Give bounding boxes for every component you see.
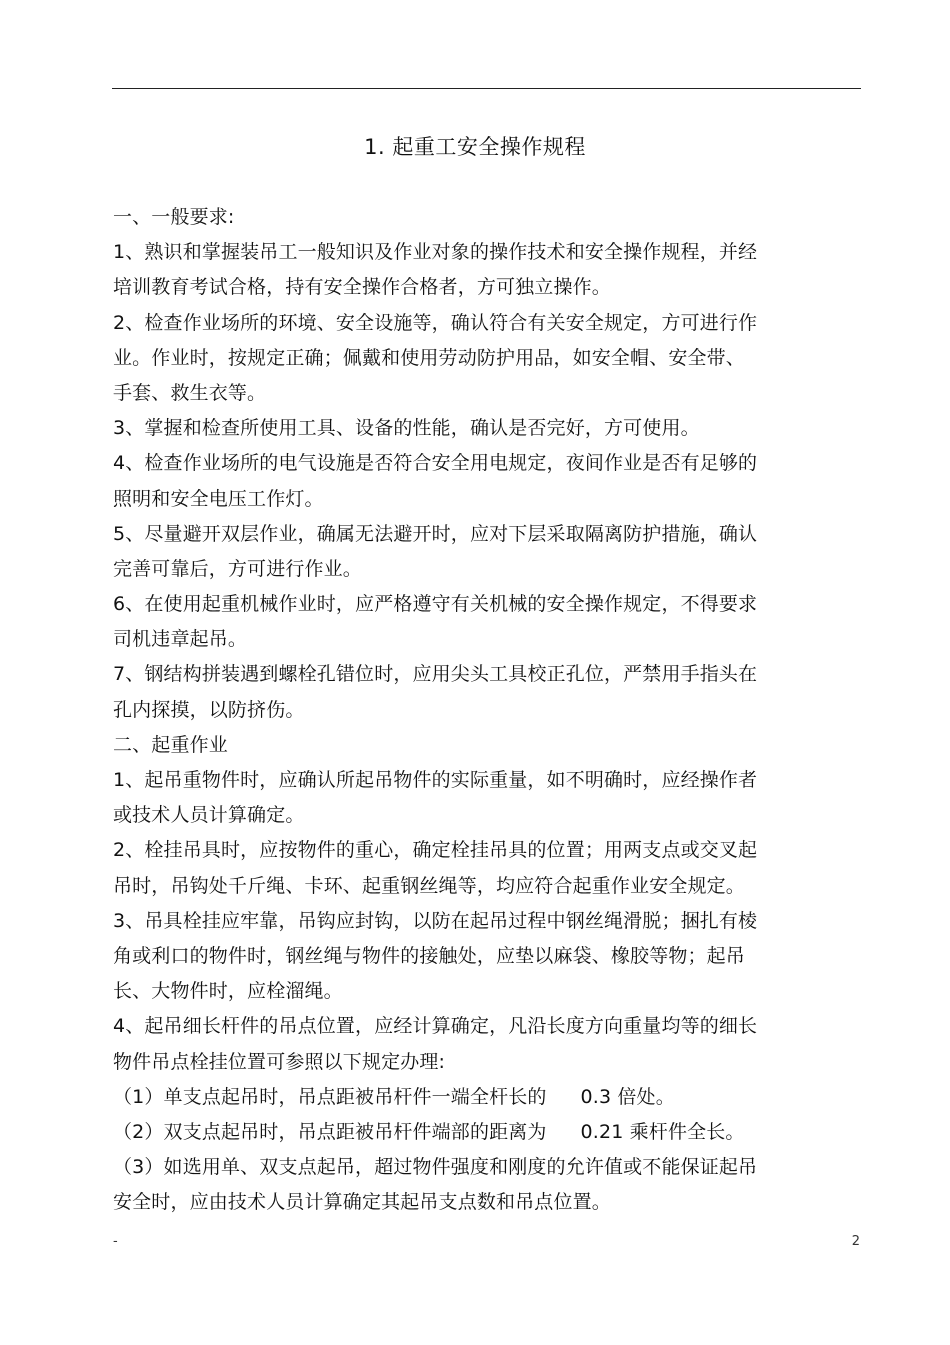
section-heading-lifting: 二、起重作业 <box>113 733 228 756</box>
paragraph-line: 1、起吊重物件时，应确认所起吊物件的实际重量，如不明确时，应经操作者 <box>113 769 758 791</box>
paragraph-line: 2、栓挂吊具时，应按物件的重心，确定栓挂吊具的位置；用两支点或交叉起 <box>113 839 758 862</box>
paragraph-line: 4、检查作业场所的电气设施是否符合安全用电规定，夜间作业是否有足够的 <box>113 452 758 475</box>
document-body <box>113 200 823 1220</box>
paragraph-line: 长、大物件时，应栓溜绳。 <box>113 980 343 1003</box>
paragraph-line: 业。作业时，按规定正确；佩戴和使用劳动防护用品，如安全帽、安全带、 <box>113 346 745 369</box>
paragraph-line: 安全时，应由技术人员计算确定其起吊支点数和吊点位置。 <box>113 1191 611 1214</box>
footer-dash: - <box>113 1234 118 1249</box>
list-item-text: （2）双支点起吊时，吊点距被吊杆件端部的距离为 <box>113 1120 547 1143</box>
list-item-value: 0.3 倍处。 <box>580 1085 675 1108</box>
paragraph-line: 角或利口的物件时，钢丝绳与物件的接触处，应垫以麻袋、橡胶等物；起吊 <box>113 944 745 967</box>
page-number: 2 <box>851 1234 860 1249</box>
paragraph-line: 司机违章起吊。 <box>113 628 248 651</box>
paragraph-line: 照明和安全电压工作灯。 <box>113 487 324 510</box>
paragraph-line: 完善可靠后，方可进行作业。 <box>113 557 362 580</box>
paragraph-line: 物件吊点栓挂位置可参照以下规定办理: <box>113 1050 446 1073</box>
paragraph-line: 6、在使用起重机械作业时，应严格遵守有关机械的安全操作规定，不得要求 <box>113 593 758 616</box>
paragraph-line: 1、熟识和掌握装吊工一般知识及作业对象的操作技术和安全操作规程，并经 <box>113 241 758 264</box>
list-item-double-point <box>113 1115 823 1150</box>
paragraph-line: 或技术人员计算确定。 <box>113 804 305 827</box>
section-heading-general: 一、一般要求: <box>113 206 235 228</box>
list-item-text: （1）单支点起吊时，吊点距被吊杆件一端全杆长的 <box>113 1085 547 1108</box>
paragraph-line: 孔内探摸，以防挤伤。 <box>113 698 305 721</box>
header-rule <box>112 88 861 89</box>
paragraph-line: 3、吊具栓挂应牢靠，吊钩应封钩，以防在起吊过程中钢丝绳滑脱；捆扎有棱 <box>113 909 758 932</box>
paragraph-line: 吊时，吊钩处千斤绳、卡环、起重钢丝绳等，均应符合起重作业安全规定。 <box>113 874 745 897</box>
paragraph-line: 2、检查作业场所的环境、安全设施等，确认符合有关安全规定，方可进行作 <box>113 311 758 334</box>
paragraph-line: 7、钢结构拼装遇到螺栓孔错位时，应用尖头工具校正孔位，严禁用手指头在 <box>113 663 758 686</box>
paragraph-line: 培训教育考试合格，持有安全操作合格者，方可独立操作。 <box>113 276 611 299</box>
list-item-custom-points: （3）如选用单、双支点起吊，超过物件强度和刚度的允许值或不能保证起吊 <box>113 1156 758 1179</box>
paragraph-line: 4、起吊细长杆件的吊点位置，应经计算确定，凡沿长度方向重量均等的细长 <box>113 1015 758 1038</box>
paragraph-line: 手套、救生衣等。 <box>113 381 267 404</box>
document-title: 1. 起重工安全操作规程 <box>364 135 586 159</box>
paragraph-line: 3、掌握和检查所使用工具、设备的性能，确认是否完好，方可使用。 <box>113 417 700 440</box>
paragraph-line: 5、尽量避开双层作业，确属无法避开时，应对下层采取隔离防护措施，确认 <box>113 522 758 545</box>
list-item-value: 0.21 乘杆件全长。 <box>580 1120 745 1143</box>
list-item-single-point <box>113 1080 823 1115</box>
